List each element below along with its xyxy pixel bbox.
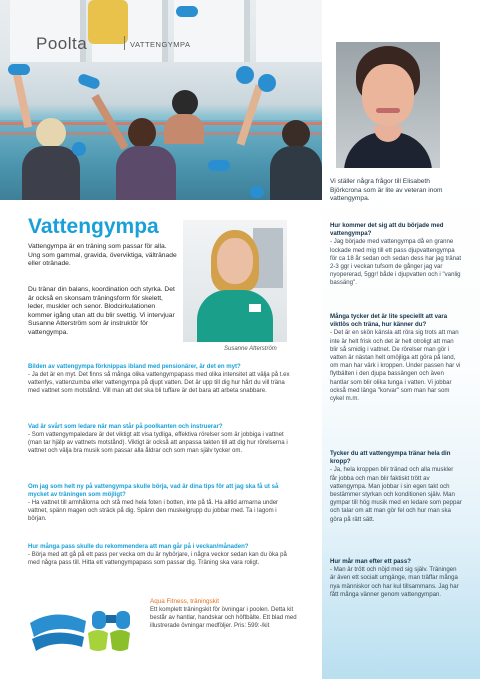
brand-name-tail: a — [77, 34, 88, 53]
article-qa-1 — [28, 364, 292, 396]
logo-divider — [124, 36, 125, 50]
article-qa-4 — [28, 544, 292, 568]
article-title: Vattengympa — [28, 215, 159, 238]
article-question: Hur många pass skulle du rekommendera att man går på i veckan/månaden? — [28, 544, 249, 550]
sidebar-question: Hur kommer det sig att du började med vattengympa? — [330, 222, 444, 238]
brand-name: Poolt — [36, 34, 78, 53]
article-qa-3 — [28, 484, 292, 524]
training-kit-image — [26, 603, 138, 653]
sidebar-question: Tycker du att vattengympa tränar hela din kropp? — [330, 450, 451, 466]
sidebar-answer: - Jag började med vattengympa då en granne lockade med mig till ett pass djupvattengympa för ca 18 år sedan och sedan dess har jag tränat 2-3 ggr i veckan tufsom de gånger jag var nyopererad, 5ggr! både i djupvatten och i "vanlig bassäng". — [330, 238, 462, 287]
sidebar-qa-4 — [330, 558, 462, 599]
article-answer: - Ha vattnet till armhålorna och stå med hela foten i botten, inte på tå. Ha alltid armarna under vattnet, spänn magen och sträck på dig. Spänn den muskelgrupp du jobbar med. Ta i lagom i början. — [28, 499, 279, 522]
article-lead-1: Vattengympa är en träning som passar för alla. Ung som gammal, gravida, överviktiga, vältränade eller otränade. — [28, 243, 177, 268]
sidebar-answer: - Det är en skön känsla att röra sig trots att man inte är helt frisk och det är helt otroligt att man blir så smidig i vattnet. De rörelser man gör i vatten är nästan helt omöjliga att göra på land, om man har värk i kroppen. Under passen har vi flytbälten i den djupa bassängen och även hantlar som blir olika tunga i vatten. Vi jobbar också med länga "korvar" som man har som cykel m.m. — [330, 329, 461, 403]
article-lead-2: Du tränar din balans, koordination och styrka. Det är också en skonsam träningsform för skelett, leder, muskler och senor. Blodcirkulationen kommer igång utan att du blir svettig. Vi intervjuar Susanne Atterström som är instruktör för vattengympa. — [28, 286, 175, 336]
brand-logo — [36, 34, 87, 54]
portrait-elisabeth — [336, 42, 440, 168]
photo-caption: Susanne Atterström — [224, 346, 277, 352]
article-answer: - Ja det är en myt. Det finns så många olika vattengympapass med olika intensitet att välja på t.ex vattenfys, vattenzumba eller vattengympa på djupt vatten. Det är upp till dig hur hårt du vill träna med vattnet som motstånd. Vill man att det ska bli tuffare är det bara att arbeta snabbare. — [28, 371, 290, 394]
article-answer: - Som vattengympaledare är det viktigt att visa tydliga, effektiva rörelser som är jobbiga i vattnet (man tar hjälp av vattnets motstånd). Viktigt är också att anpassa takten till att dig hur rörelserna i vattnet och välja bra musik som passar alla åldrar och som man själv tycker om. — [28, 431, 288, 454]
article-answer: - Börja med att gå på ett pass per vecka om du är nybörjare, i några veckor sedan kan du öka på med några pass till. Hitta ett vattengympapass som passar dig. Träning ska vara roligt. — [28, 551, 287, 566]
article-qa-2 — [28, 424, 292, 456]
sidebar-answer: - Ja, hela kroppen blir tränad och alla muskler får jobba och man blir faktiskt trött av vattengympa. Man jobbar i sin egen takt och bestämmer styrkan och konditionen själv. Man gympar till hög musik med en ledare som peppar och talar om att man gör fel och hur man ska göra på rätt sätt. — [330, 466, 462, 523]
sidebar-qa-3 — [330, 450, 462, 524]
kit-description: Ett komplett träningskit för övningar i poolen. Detta kit består av hantlar, handskar och höftbälte. Ett blad med illustrerade övningar medföljer. Pris: 599:-/kit — [150, 607, 297, 629]
sidebar-answer: - Man är trött och nöjd med sig själv. Träningen är även ett socialt umgänge, man träffar många nya människor och har kul tillsammans. Jag har fått många vänner genom vattengympan. — [330, 566, 459, 598]
portrait-susanne — [183, 220, 287, 342]
sidebar-question: Hur mår man efter ett pass? — [330, 558, 411, 565]
kit-title: Aqua Fitness, träningskit — [150, 598, 219, 605]
hero-pool-photo — [0, 0, 322, 200]
article-question: Om jag som helt ny på vattengympa skulle börja, vad är dina tips för att jag ska få ut så mycket av träningen som möjligt? — [28, 484, 279, 498]
article-question: Vad är svårt som ledare när man står på poolkanten och instruerar? — [28, 424, 223, 430]
sidebar-qa-1 — [330, 222, 462, 288]
sidebar-intro: Vi ställer några frågor till Elisabeth Björkcrona som är lite av veteran inom vattengympa. — [330, 178, 443, 203]
sidebar-question: Många tycker det är lite speciellt att vara viktlös och träna, hur känner du? — [330, 313, 448, 329]
section-tag: VATTENGYMPA — [130, 40, 191, 49]
article-question: Bilden av vattengympa förknippas ibland med pensionärer, är det en myt? — [28, 364, 241, 370]
sidebar-qa-2 — [330, 313, 462, 403]
